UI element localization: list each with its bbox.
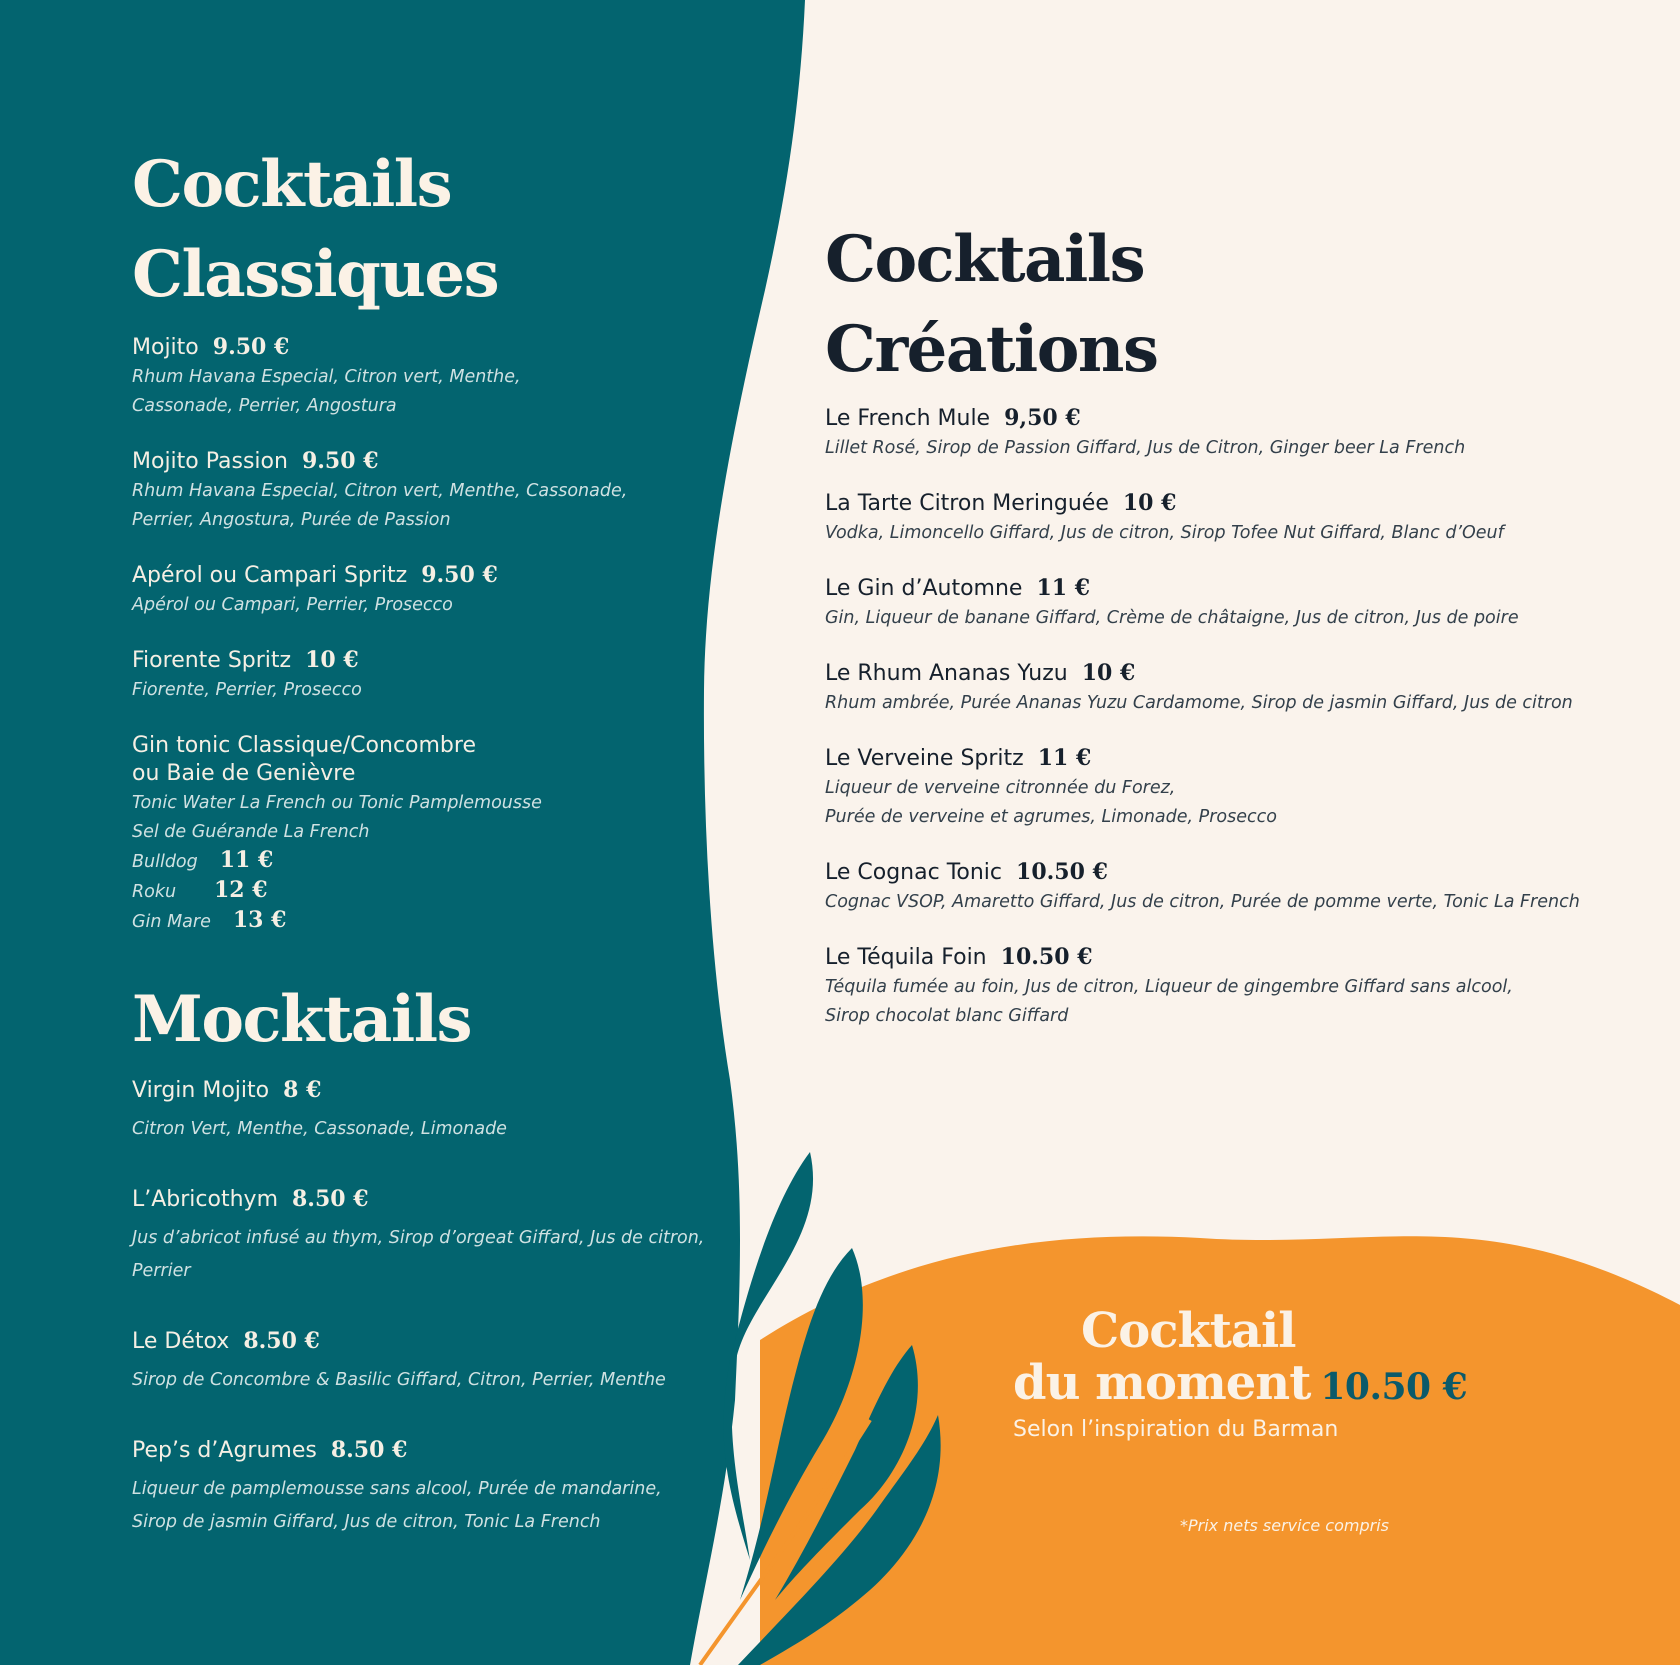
mocktails-title: Mocktails bbox=[132, 982, 472, 1057]
list-item: Le Gin d’Automne 11 € Gin, Liqueur de banane Giffard, Crème de châtaigne, Jus de citron, Jus de poire bbox=[825, 575, 1519, 628]
list-item: Le French Mule 9,50 € Lillet Rosé, Sirop de Passion Giffard, Jus de Citron, Ginger beer La French bbox=[825, 405, 1466, 458]
list-item: Le Détox 8.50 € Sirop de Concombre & Basilic Giffard, Citron, Perrier, Menthe bbox=[132, 1328, 666, 1390]
list-item: Pep’s d’Agrumes 8.50 € Liqueur de pamplemousse sans alcool, Purée de mandarine, Sirop de jasmin Giffard, Jus de citron, Tonic La French bbox=[132, 1437, 662, 1532]
cocktails-classiques bbox=[132, 140, 712, 936]
cocktail-du-moment bbox=[1013, 1305, 1493, 1442]
mocktails bbox=[132, 975, 712, 1539]
classiques-list bbox=[132, 334, 712, 936]
gin-tonic-item: Gin tonic Classique/Concombre ou Baie de Genièvre Tonic Water La French ou Tonic Pamplemousse Sel de Guérande La French Bulldog 11 € Roku 12 € Gin Mare 13 € bbox=[132, 732, 712, 936]
list-item: Mojito Passion 9.50 € Rhum Havana Especial, Citron vert, Menthe, Cassonade, Perrier, Angostura, Purée de Passion bbox=[132, 448, 628, 530]
footnote: *Prix nets service compris bbox=[1180, 1516, 1389, 1535]
list-item: Fiorente Spritz 10 € Fiorente, Perrier, Prosecco bbox=[132, 647, 362, 700]
gin-option-bulldog: Bulldog 11 € bbox=[132, 847, 274, 873]
list-item: Apérol ou Campari Spritz 9.50 € Apérol ou Campari, Perrier, Prosecco bbox=[132, 562, 498, 615]
creations-title: Cocktails Créations bbox=[825, 222, 1158, 387]
cocktails-creations bbox=[825, 215, 1665, 1030]
moment-title-line2: du moment 10.50 € bbox=[1013, 1355, 1468, 1411]
list-item: Le Téquila Foin 10.50 € Téquila fumée au foin, Jus de citron, Liqueur de gingembre Giffard sans alcool, Sirop chocolat blanc Giffard bbox=[825, 944, 1513, 1026]
list-item: Virgin Mojito 8 € Citron Vert, Menthe, Cassonade, Limonade bbox=[132, 1077, 507, 1139]
list-item: Le Rhum Ananas Yuzu 10 € Rhum ambrée, Purée Ananas Yuzu Cardamome, Sirop de jasmin Giffard, Jus de citron bbox=[825, 660, 1573, 713]
moment-price: 10.50 € bbox=[1320, 1366, 1468, 1408]
moment-title-line1: Cocktail bbox=[1081, 1303, 1296, 1359]
list-item: L’Abricothym 8.50 € Jus d’abricot infusé au thym, Sirop d’orgeat Giffard, Jus de citron, Perrier bbox=[132, 1186, 705, 1281]
list-item: Le Verveine Spritz 11 € Liqueur de verveine citronnée du Forez, Purée de verveine et agrumes, Limonade, Prosecco bbox=[825, 745, 1277, 827]
list-item: La Tarte Citron Meringuée 10 € Vodka, Limoncello Giffard, Jus de citron, Sirop Tofee Nut Giffard, Blanc d’Oeuf bbox=[825, 490, 1504, 543]
list-item: Le Cognac Tonic 10.50 € Cognac VSOP, Amaretto Giffard, Jus de citron, Purée de pomme verte, Tonic La French bbox=[825, 859, 1580, 912]
gin-option-roku: Roku 12 € bbox=[132, 877, 268, 903]
creations-list bbox=[825, 405, 1665, 1030]
mocktails-list bbox=[132, 1077, 712, 1539]
classiques-title: Cocktails Classiques bbox=[132, 147, 499, 312]
gin-option-gin-mare: Gin Mare 13 € bbox=[132, 907, 287, 933]
list-item: Mojito 9.50 € Rhum Havana Especial, Citron vert, Menthe, Cassonade, Perrier, Angostura bbox=[132, 334, 521, 416]
moment-subtitle: Selon l’inspiration du Barman bbox=[1013, 1417, 1339, 1442]
